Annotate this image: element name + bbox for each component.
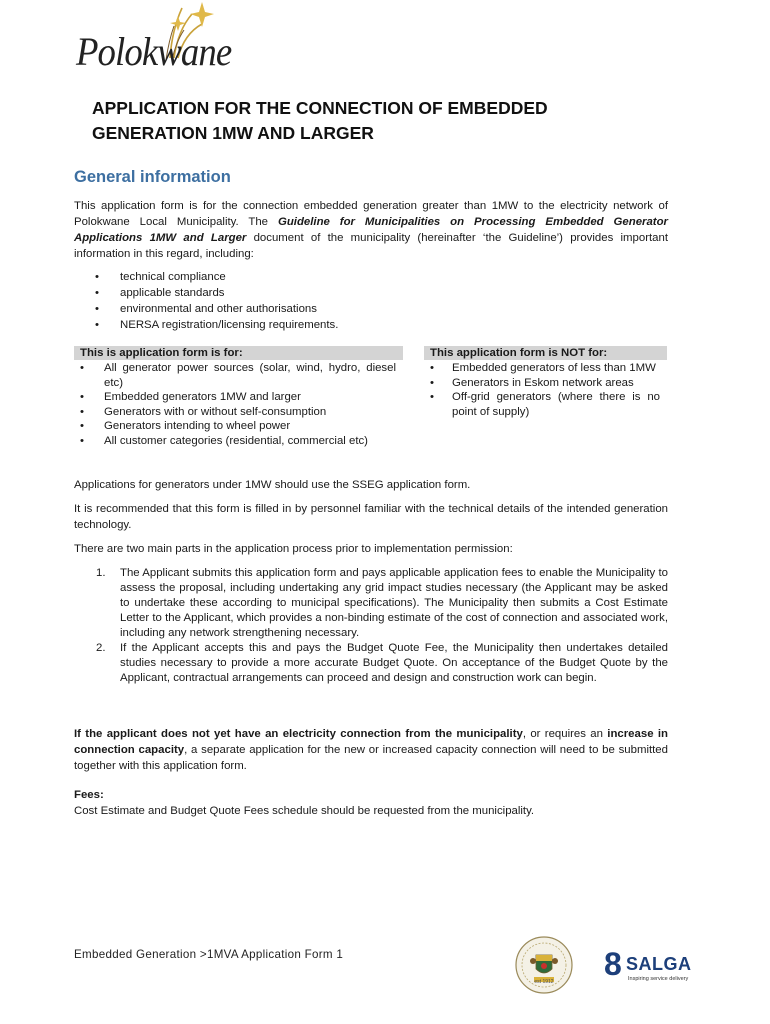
- crest-icon: [514, 935, 574, 995]
- intro-paragraph: [74, 198, 668, 262]
- step-number: 1.: [96, 567, 106, 579]
- list-item: • NERSA registration/licensing requirements.: [92, 317, 338, 333]
- fees-section: [74, 787, 668, 819]
- form-not-for-heading: This application form is NOT for:: [424, 346, 667, 360]
- list-item: • Generators intending to wheel power: [74, 419, 396, 434]
- recommendation-paragraph: It is recommended that this form is filled in by personnel familiar with the technical details of the intended generation technology.: [74, 503, 668, 531]
- title-line-2: GENERATION 1MW AND LARGER: [92, 123, 374, 143]
- guideline-title: Guideline for Municipalities on Processing Embedded Generator Applications 1MW and Larger: [74, 216, 668, 244]
- form-not-for-list: [424, 361, 660, 419]
- list-item: • Generators in Eskom network areas: [424, 376, 660, 391]
- list-item: • Off-grid generators (where there is no point of supply): [424, 390, 660, 419]
- general-info-heading: General information: [74, 168, 231, 186]
- ifapp-text-2: , a separate application for the new or increased capacity connection will need to be submitted together with this application form.: [74, 744, 668, 772]
- list-item: • environmental and other authorisations: [92, 301, 338, 317]
- title-line-1: APPLICATION FOR THE CONNECTION OF EMBEDDED: [92, 98, 548, 118]
- form-is-for-heading: This is application form is for:: [74, 346, 403, 360]
- page-footer: Embedded Generation >1MVA Application Form 1: [74, 948, 344, 961]
- salga-tagline: Inspiring service delivery: [628, 976, 689, 982]
- list-item: • All generator power sources (solar, wind, hydro, diesel etc): [74, 361, 396, 390]
- process-steps: [96, 566, 668, 686]
- list-item: • technical compliance: [92, 269, 338, 285]
- intro-text-2: document of the municipality (hereinafter ‘the Guideline’) provides important information in this regard, including:: [74, 232, 668, 260]
- form-is-for-list: [74, 361, 396, 449]
- ifapp-text-1: , or requires an: [522, 728, 608, 740]
- list-item: • All customer categories (residential, commercial etc): [74, 434, 396, 449]
- two-parts-paragraph: There are two main parts in the application process prior to implementation permission:: [74, 543, 513, 555]
- salga-logo: [604, 946, 694, 988]
- fees-heading: Fees:: [74, 789, 104, 801]
- sseg-note: Applications for generators under 1MW should use the SSEG application form.: [74, 479, 471, 491]
- crest-year: est 1912: [534, 979, 554, 985]
- step-item: [96, 566, 668, 641]
- list-item: • Generators with or without self-consumption: [74, 405, 396, 420]
- list-item: • applicable standards: [92, 285, 338, 301]
- page-title: [92, 96, 692, 146]
- fees-text: Cost Estimate and Budget Quote Fees schedule should be requested from the municipality.: [74, 805, 535, 817]
- salga-number: 8: [604, 946, 622, 982]
- step-item: [96, 641, 668, 686]
- list-item: • Embedded generators of less than 1MW: [424, 361, 660, 376]
- step-text: The Applicant submits this application form and pays applicable application fees to enable the Municipality to assess the proposal, including undertaking any grid impact studies necessary (the Applicant may be asked to undertake these according to municipal specifications). The Municipality then submits a Cost Estimate Letter to the Applicant, which provides a non-binding estimate of the cost of connection and associated work, including any network strengthening necessary.: [120, 567, 668, 639]
- logo-wordmark: Polokwane: [76, 29, 232, 74]
- municipal-crest: [514, 935, 574, 995]
- ifapp-bold-2: increase in connection capacity: [74, 728, 668, 756]
- intro-text-1: This application form is for the connection embedded generation greater than 1MW to the electricity network of Polokwane Local Municipality. The: [74, 200, 668, 228]
- step-number: 2.: [96, 642, 106, 654]
- step-text: If the Applicant accepts this and pays the Budget Quote Fee, the Municipality then undertakes detailed studies necessary to provide a more accurate Budget Quote. On acceptance of the Budget Quote by the Applicant, contractual arrangements can proceed and design and construction work can begin.: [120, 642, 668, 684]
- salga-name: SALGA: [626, 954, 692, 974]
- general-bullet-list: [92, 269, 338, 333]
- list-item: • Embedded generators 1MW and larger: [74, 390, 396, 405]
- new-connection-paragraph: [74, 726, 668, 774]
- ifapp-bold-1: If the applicant does not yet have an electricity connection from the municipality: [74, 728, 523, 740]
